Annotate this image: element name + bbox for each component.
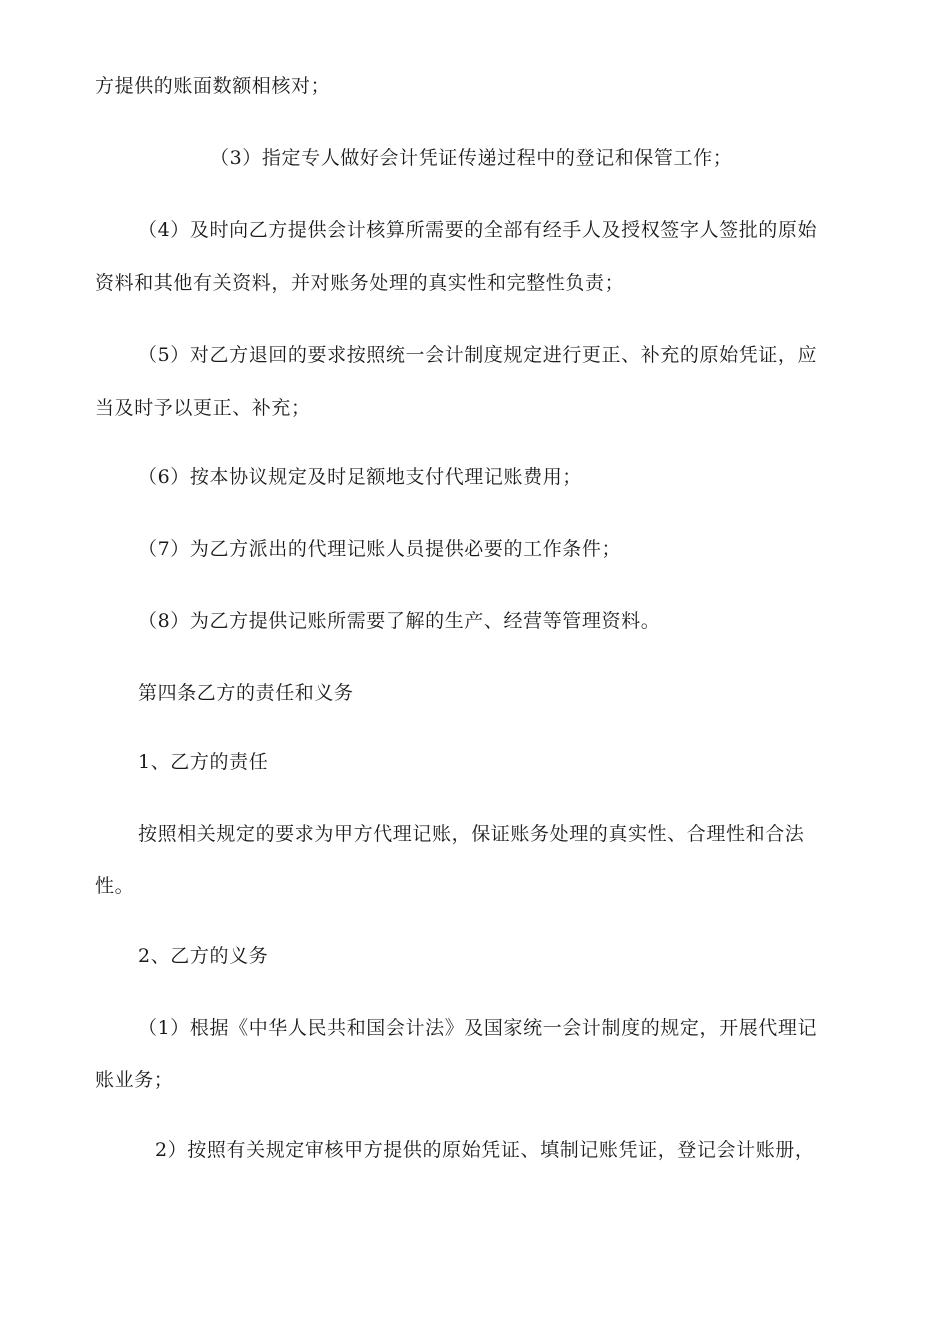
text-line: 资料和其他有关资料，并对账务处理的真实性和完整性负责； <box>95 272 625 294</box>
text-line: （8）为乙方提供记账所需要了解的生产、经营等管理资料。 <box>138 610 661 632</box>
text-line: （5）对乙方退回的要求按照统一会计制度规定进行更正、补充的原始凭证，应 <box>138 344 818 366</box>
section-heading: 第四条乙方的责任和义务 <box>138 682 354 704</box>
text-line: （3）指定专人做好会计凭证传递过程中的登记和保管工作； <box>210 147 733 169</box>
text-line: 按照相关规定的要求为甲方代理记账，保证账务处理的真实性、合理性和合法 <box>138 823 805 845</box>
text-line: 当及时予以更正、补充； <box>95 397 311 419</box>
text-line: （1）根据《中华人民共和国会计法》及国家统一会计制度的规定，开展代理记 <box>138 1017 818 1039</box>
text-line: 2）按照有关规定审核甲方提供的原始凭证、填制记账凭证，登记会计账册， <box>155 1139 815 1161</box>
subsection-heading: 1、乙方的责任 <box>138 751 269 773</box>
text-line: 方提供的账面数额相核对； <box>95 75 331 97</box>
text-line: 性。 <box>95 875 135 897</box>
subsection-heading: 2、乙方的义务 <box>138 945 269 967</box>
text-line: （6）按本协议规定及时足额地支付代理记账费用； <box>138 466 582 488</box>
text-line: （7）为乙方派出的代理记账人员提供必要的工作条件； <box>138 538 622 560</box>
text-line: （4）及时向乙方提供会计核算所需要的全部有经手人及授权签字人签批的原始 <box>138 219 818 241</box>
text-line: 账业务； <box>95 1069 174 1091</box>
